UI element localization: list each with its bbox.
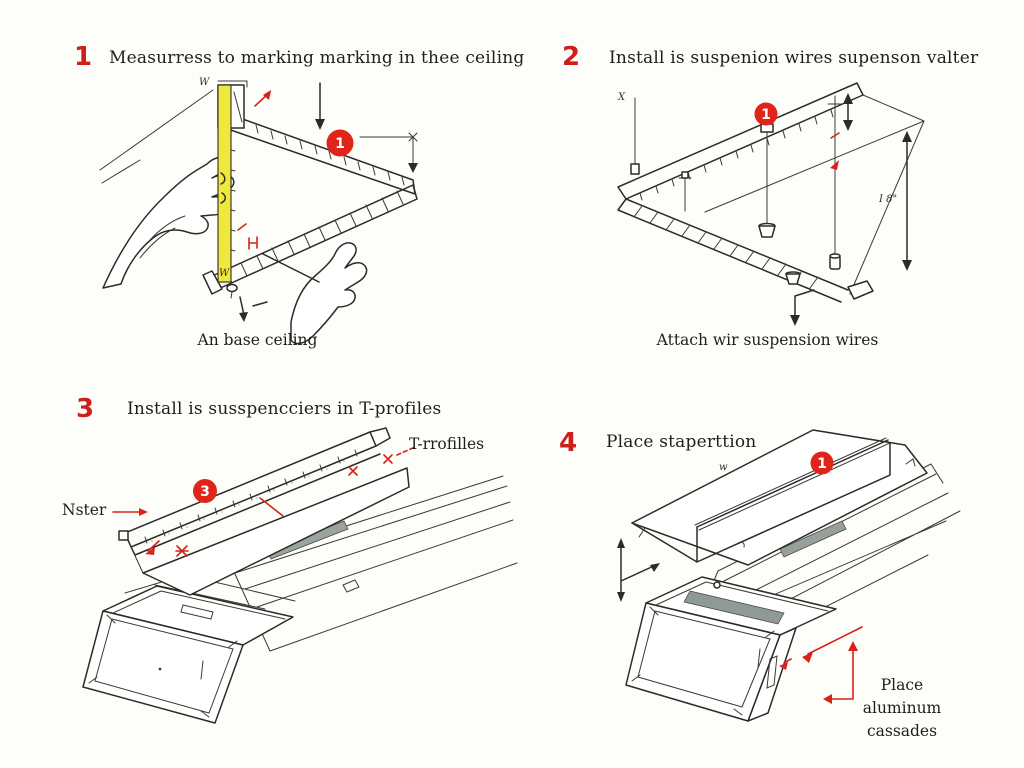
bottom-arrow bbox=[239, 297, 267, 322]
label-line-1: Place bbox=[880, 676, 924, 694]
axis-arrows bbox=[617, 538, 660, 602]
tprofile-label: T-rrofilles bbox=[409, 435, 485, 453]
step-1-illustration-measuring bbox=[95, 70, 465, 332]
svg-text:3: 3 bbox=[200, 484, 210, 500]
step-4-badge bbox=[811, 452, 834, 475]
tape-bottom-label: W bbox=[219, 268, 230, 279]
deck-step bbox=[343, 580, 359, 592]
label-line-2: aluminum bbox=[862, 699, 942, 717]
suspension-wire-short bbox=[679, 172, 691, 211]
step-3-illustration-tprofile bbox=[55, 423, 520, 755]
step-1-badge bbox=[327, 130, 354, 157]
right-hand-with-pencil bbox=[263, 243, 367, 344]
suspension-wire-right bbox=[828, 96, 842, 269]
panel-letter: w bbox=[719, 462, 728, 473]
step-3-number: 3 bbox=[76, 394, 95, 424]
cassette-box bbox=[83, 586, 293, 723]
step-4-title: Place staperttion bbox=[606, 432, 757, 452]
step-1-title: Measurress to marking marking in thee ceiling bbox=[109, 48, 525, 68]
dimension-label: I 8" bbox=[879, 194, 898, 205]
place-cassettes-label bbox=[843, 674, 961, 743]
step-1-number: 1 bbox=[74, 42, 93, 72]
rail-end-block bbox=[848, 281, 873, 299]
step-2-caption: Attach wir suspension wires bbox=[656, 331, 879, 349]
ceiling-edge-lines bbox=[100, 90, 213, 183]
down-arrow bbox=[315, 83, 325, 130]
axis-label: X bbox=[618, 92, 626, 103]
left-hand bbox=[103, 157, 234, 288]
svg-text:1: 1 bbox=[761, 107, 771, 123]
cassette-box bbox=[626, 577, 836, 721]
screw-stem bbox=[231, 292, 232, 298]
label-line-3: cassades bbox=[866, 722, 938, 740]
bottom-arrow bbox=[790, 290, 814, 326]
corner-anchor bbox=[786, 272, 800, 284]
datum-line bbox=[617, 92, 639, 174]
step-2-title: Install is suspenion wires supenson valter bbox=[609, 48, 979, 68]
aluminum-panel bbox=[632, 430, 927, 565]
suspension-wire-center bbox=[759, 124, 775, 237]
small-double-arrow bbox=[843, 93, 853, 131]
pencil bbox=[263, 254, 319, 282]
step-2-number: 2 bbox=[562, 42, 581, 72]
step-3-badge bbox=[193, 479, 217, 503]
tape-top-label: W bbox=[199, 77, 210, 88]
step-2-badge bbox=[755, 103, 778, 126]
dimension-lines bbox=[360, 133, 418, 173]
height-dimension bbox=[878, 131, 912, 271]
step-3-title: Install is susspencciers in T-profiles bbox=[127, 399, 442, 419]
step-1-caption: An base ceiling bbox=[197, 331, 318, 349]
step-2-illustration-suspension bbox=[580, 76, 1000, 332]
face-connector bbox=[131, 547, 143, 573]
step-4-number: 4 bbox=[559, 428, 578, 458]
nster-label: Nster bbox=[62, 501, 107, 519]
screw bbox=[227, 285, 237, 292]
svg-text:1: 1 bbox=[335, 136, 345, 152]
svg-text:1: 1 bbox=[817, 456, 827, 472]
